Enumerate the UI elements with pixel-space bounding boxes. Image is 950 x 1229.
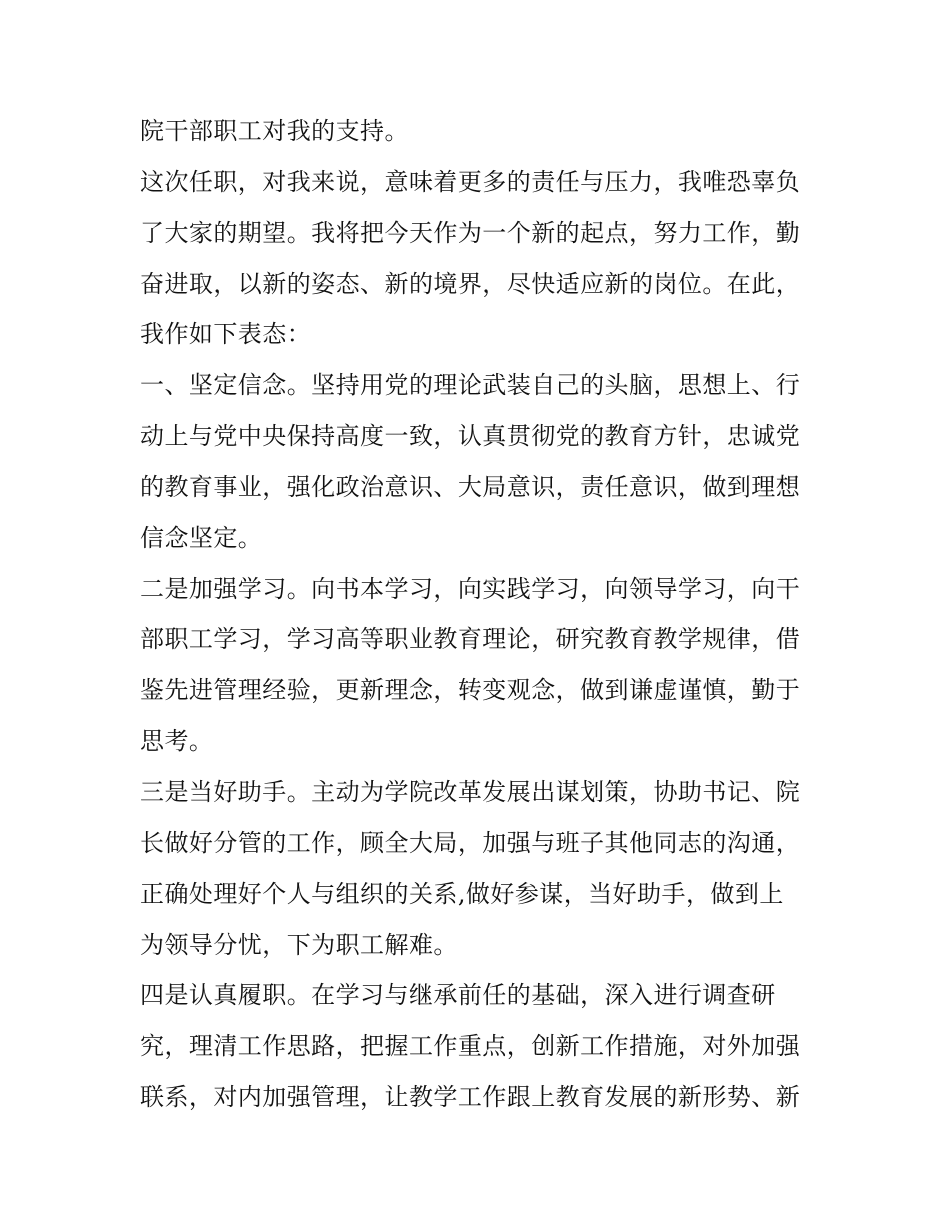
text-line: 正确处理好个人与组织的关系,做好参谋，当好助手，做到上 — [140, 879, 784, 908]
text-line: 联系，对内加强管理，让教学工作跟上教育发展的新形势、新 — [140, 1083, 801, 1112]
text-line: 院干部职工对我的支持。 — [140, 117, 409, 145]
text-line: 这次任职，对我来说，意味着更多的责任与压力，我唯恐辜负 — [140, 167, 801, 196]
text-line: 一、坚定信念。坚持用党的理论武装自己的头脑，思想上、行 — [140, 371, 801, 400]
document-body — [140, 106, 820, 1123]
text-line: 三是当好助手。主动为学院改革发展出谋划策，协助书记、院 — [140, 777, 801, 806]
text-line: 部职工学习，学习高等职业教育理论，研究教育教学规律，借 — [140, 625, 801, 654]
text-line: 我作如下表态： — [140, 320, 312, 349]
text-line: 四是认真履职。在学习与继承前任的基础，深入进行调查研 — [140, 981, 776, 1010]
text-line: 究，理清工作思路，把握工作重点，创新工作措施，对外加强 — [140, 1032, 801, 1061]
text-line: 奋进取，以新的姿态、新的境界，尽快适应新的岗位。在此， — [140, 269, 801, 298]
text-line: 二是加强学习。向书本学习，向实践学习，向领导学习，向干 — [140, 574, 801, 603]
text-line: 思考。 — [140, 727, 214, 756]
text-line: 长做好分管的工作，顾全大局，加强与班子其他同志的沟通， — [140, 828, 801, 857]
text-line: 为领导分忧，下为职工解难。 — [140, 930, 458, 959]
text-line: 鉴先进管理经验，更新理念，转变观念，做到谦虚谨慎，勤于 — [140, 676, 801, 705]
text-line: 动上与党中央保持高度一致，认真贯彻党的教育方针，忠诚党 — [140, 422, 801, 451]
text-line: 的教育事业，强化政治意识、大局意识，责任意识，做到理想 — [140, 472, 801, 501]
text-line: 信念坚定。 — [140, 523, 263, 552]
text-line: 了大家的期望。我将把今天作为一个新的起点，努力工作，勤 — [140, 218, 801, 247]
